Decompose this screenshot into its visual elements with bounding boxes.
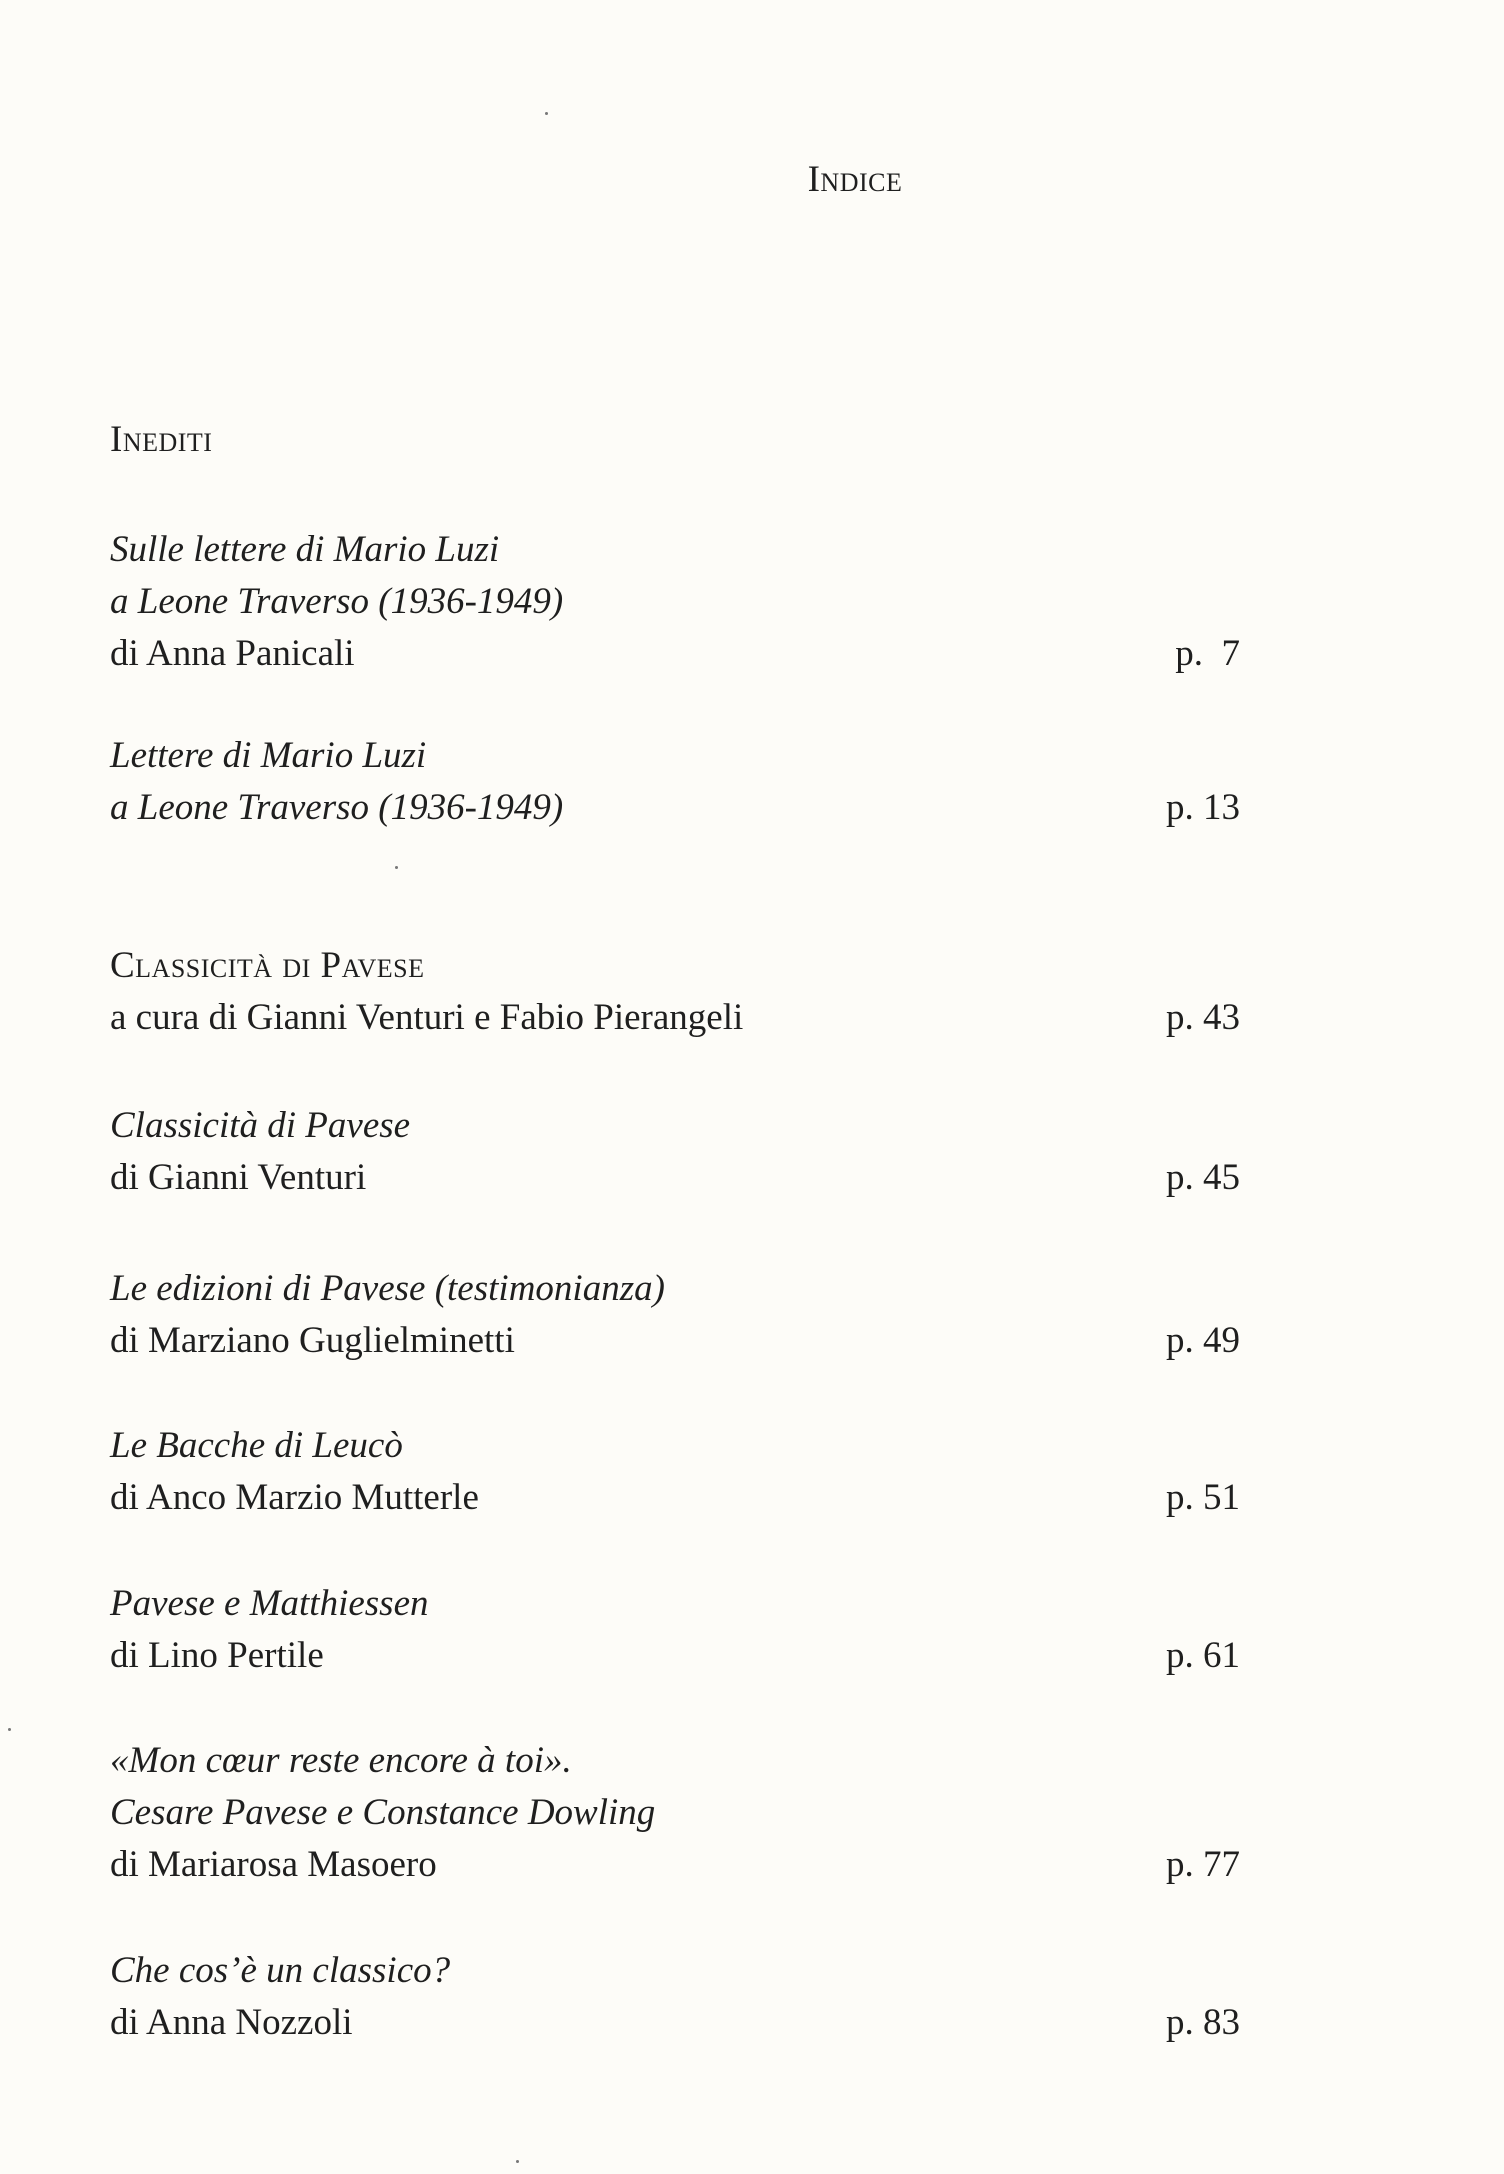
entry-title-line: «Mon cœur reste encore à toi». xyxy=(110,1740,572,1781)
entry-title-line: Cesare Pavese e Constance Dowling xyxy=(110,1792,656,1833)
entry-page-number: p. 77 xyxy=(1166,1844,1240,1885)
entry-author: di Gianni Venturi xyxy=(110,1157,367,1198)
entry-title-line: a Leone Traverso (1936-1949) xyxy=(110,787,564,828)
entry-title-line: Sulle lettere di Mario Luzi xyxy=(110,529,500,570)
entry-page-number: p. 49 xyxy=(1166,1320,1240,1361)
entry-page-number: p. 43 xyxy=(1166,997,1240,1038)
entry-title-line: Le edizioni di Pavese (testimonianza) xyxy=(110,1268,665,1309)
entry-author: di Anna Panicali xyxy=(110,633,355,674)
entry-author: di Marziano Guglielminetti xyxy=(110,1320,515,1361)
section-curators: a cura di Gianni Venturi e Fabio Pierangeli xyxy=(110,997,744,1038)
entry-page-number: p. 13 xyxy=(1166,787,1240,828)
scan-speck xyxy=(8,1728,11,1731)
page-title: Indice xyxy=(807,159,903,200)
scan-speck xyxy=(545,112,548,115)
entry-page-number: p. 83 xyxy=(1166,2002,1240,2043)
entry-page-number: p. 51 xyxy=(1166,1477,1240,1518)
toc-entry xyxy=(110,1945,1240,2049)
entry-page-number: p. 45 xyxy=(1166,1157,1240,1198)
toc-entry xyxy=(110,524,1240,680)
toc-entry xyxy=(110,1100,1240,1204)
entry-author: di Mariarosa Masoero xyxy=(110,1844,437,1885)
toc-entry xyxy=(110,1263,1240,1367)
toc-entry xyxy=(110,1735,1240,1891)
scan-speck xyxy=(516,2160,519,2163)
scan-speck xyxy=(395,866,398,869)
toc-entry xyxy=(110,1420,1240,1524)
entry-page-number: p. 61 xyxy=(1166,1635,1240,1676)
section-classicita-header xyxy=(110,940,1240,1044)
entry-title-line: Le Bacche di Leucò xyxy=(110,1425,403,1466)
toc-entry xyxy=(110,1578,1240,1682)
entry-title-line: Classicità di Pavese xyxy=(110,1105,411,1146)
entry-title-line: Lettere di Mario Luzi xyxy=(110,735,427,776)
entry-page-number: p. 7 xyxy=(1175,633,1240,674)
entry-author: di Anna Nozzoli xyxy=(110,2002,353,2043)
section-heading-classicita: Classicità di Pavese xyxy=(110,945,425,986)
entry-title-line: Pavese e Matthiessen xyxy=(110,1583,429,1624)
entry-author: di Lino Pertile xyxy=(110,1635,324,1676)
entry-title-line: a Leone Traverso (1936-1949) xyxy=(110,581,564,622)
entry-title-line: Che cos’è un classico? xyxy=(110,1950,451,1991)
toc-entry xyxy=(110,730,1240,834)
entry-author: di Anco Marzio Mutterle xyxy=(110,1477,479,1518)
section-heading-inediti: Inediti xyxy=(110,419,213,460)
